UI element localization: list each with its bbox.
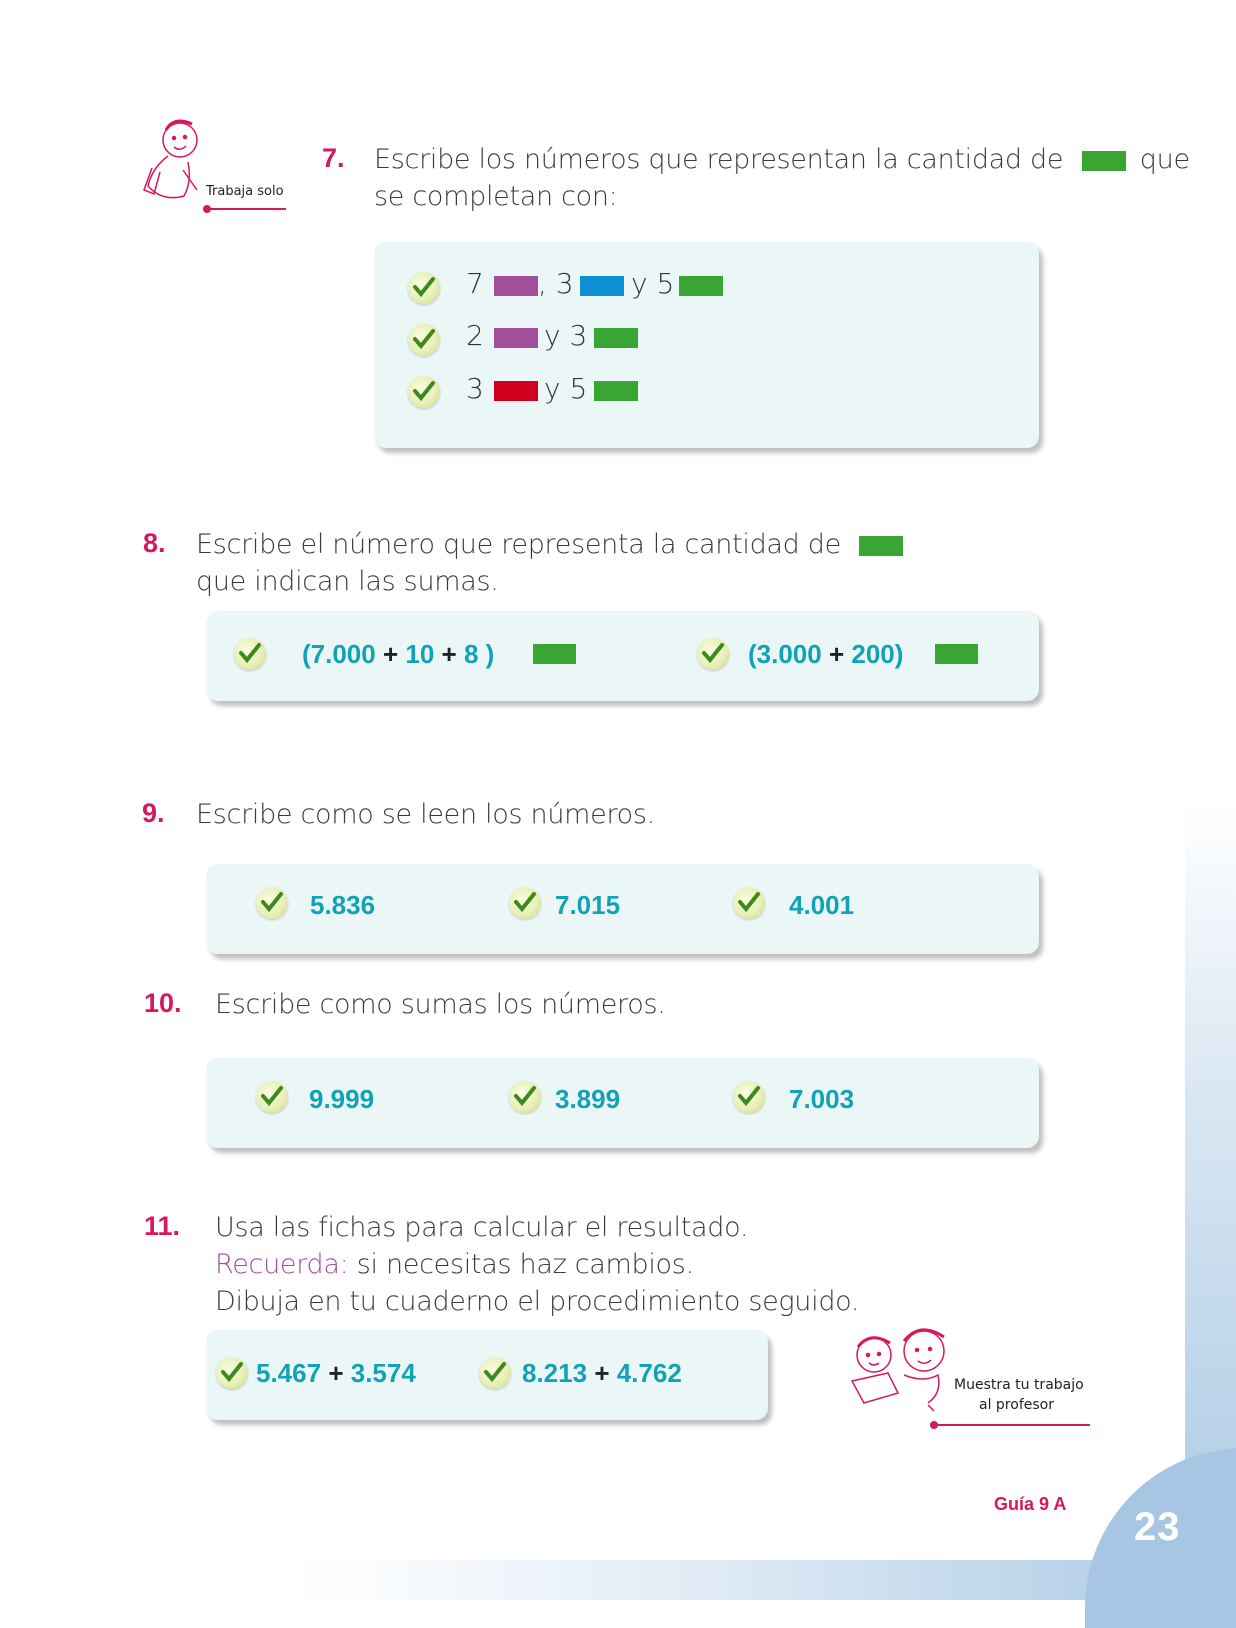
q7-row3-a: 3 (466, 372, 484, 405)
badge-dot (930, 1421, 938, 1429)
q10-value-3: 7.003 (789, 1084, 855, 1114)
check-icon (733, 1081, 765, 1113)
q10-value-2: 3.899 (555, 1084, 621, 1114)
badge-underline (208, 208, 286, 210)
blue-block (580, 276, 624, 296)
q11-op-2 (522, 1358, 682, 1389)
q11-op2-plus: + (594, 1358, 610, 1388)
q8-line2: que indican las sumas. (196, 566, 499, 597)
q8-line1: Escribe el número que representa la cantidad de (196, 529, 841, 560)
q8-e1-b: 8 ) (463, 639, 495, 669)
q9-text: Escribe como se leen los números. (196, 799, 655, 830)
q8-e2-plus1: + (828, 639, 845, 669)
q8-e1-plus2: + (441, 639, 457, 669)
q7-row1-b: , 3 (538, 267, 574, 300)
q9-value-3: 4.001 (789, 890, 855, 920)
q11-recuerda: Recuerda: (215, 1249, 349, 1280)
check-icon (256, 887, 288, 919)
q8-e1-open: (7.000 (302, 639, 376, 669)
q11-op2-b: 4.762 (616, 1358, 682, 1388)
green-block (679, 276, 723, 296)
q11-op2-a: 8.213 (522, 1358, 588, 1388)
q7-row2-b: y 3 (544, 319, 588, 352)
two-children-drawing-icon (846, 1325, 956, 1415)
muestra-line1: Muestra tu trabajo (954, 1377, 1084, 1393)
q8-text (196, 526, 903, 600)
q8-e1-plus1: + (382, 639, 399, 669)
q8-number: 8. (143, 528, 166, 558)
q7-text (374, 141, 1190, 215)
q11-text (215, 1209, 859, 1320)
badge-dot (203, 205, 211, 213)
q9-value-2: 7.015 (555, 890, 621, 920)
muestra-line2: al profesor (979, 1397, 1054, 1413)
green-block (594, 328, 638, 348)
q7-green-block (1082, 151, 1126, 171)
check-icon (509, 887, 541, 919)
guide-label: Guía 9 A (994, 1494, 1067, 1514)
q8-expression-2 (748, 639, 903, 670)
trabaja-solo-label: Trabaja solo (206, 184, 284, 199)
q8-e2-a: 200) (851, 639, 904, 669)
q7-panel (374, 242, 1039, 448)
green-block (935, 644, 978, 664)
check-icon (509, 1081, 541, 1113)
q7-line2: se completan con: (374, 181, 618, 212)
q8-e1-a: 10 (405, 639, 435, 669)
q11-op1-b: 3.574 (350, 1358, 416, 1388)
check-icon (479, 1357, 511, 1389)
q11-panel (206, 1330, 768, 1420)
muestra-trabajo-badge (846, 1325, 1096, 1435)
check-icon (216, 1357, 248, 1389)
green-block (594, 381, 638, 401)
green-block (533, 644, 576, 664)
page-number: 23 (1134, 1505, 1181, 1549)
q7-number: 7. (322, 143, 345, 173)
q8-green-block (859, 536, 903, 556)
q11-line3: Dibuja en tu cuaderno el procedimiento seguido. (215, 1286, 860, 1317)
q10-number: 10. (144, 988, 182, 1018)
badge-underline (936, 1424, 1090, 1426)
q11-line2: si necesitas haz cambios. (356, 1249, 694, 1280)
check-icon (733, 887, 765, 919)
child-drawing-icon (138, 110, 213, 210)
q11-op-1 (256, 1358, 416, 1389)
q8-expression-1 (302, 639, 494, 670)
q7-line1-end: que (1139, 144, 1190, 175)
q7-line1: Escribe los números que representan la cantidad de (374, 144, 1064, 175)
q7-row1-a: 7 (466, 267, 484, 300)
q11-line1: Usa las fichas para calcular el resultado. (215, 1212, 749, 1243)
check-icon (256, 1081, 288, 1113)
q7-row3-b: y 5 (544, 372, 588, 405)
q7-row2-a: 2 (466, 319, 484, 352)
q8-e2-open: (3.000 (748, 639, 822, 669)
check-icon (697, 638, 729, 670)
check-icon (408, 324, 440, 356)
purple-block (494, 328, 538, 348)
q11-op1-plus: + (328, 1358, 344, 1388)
q9-panel (206, 864, 1039, 954)
q8-panel (206, 611, 1039, 701)
check-icon (234, 638, 266, 670)
q11-op1-a: 5.467 (256, 1358, 322, 1388)
q7-row1-c: y 5 (631, 267, 675, 300)
q11-number: 11. (144, 1211, 181, 1241)
purple-block (494, 276, 538, 296)
check-icon (408, 376, 440, 408)
trabaja-solo-badge (138, 110, 298, 220)
check-icon (408, 272, 440, 304)
q9-value-1: 5.836 (310, 890, 376, 920)
q10-text: Escribe como sumas los números. (215, 989, 666, 1020)
q10-value-1: 9.999 (309, 1084, 375, 1114)
q9-number: 9. (142, 798, 165, 828)
q10-panel (206, 1058, 1039, 1148)
red-block (494, 381, 538, 401)
